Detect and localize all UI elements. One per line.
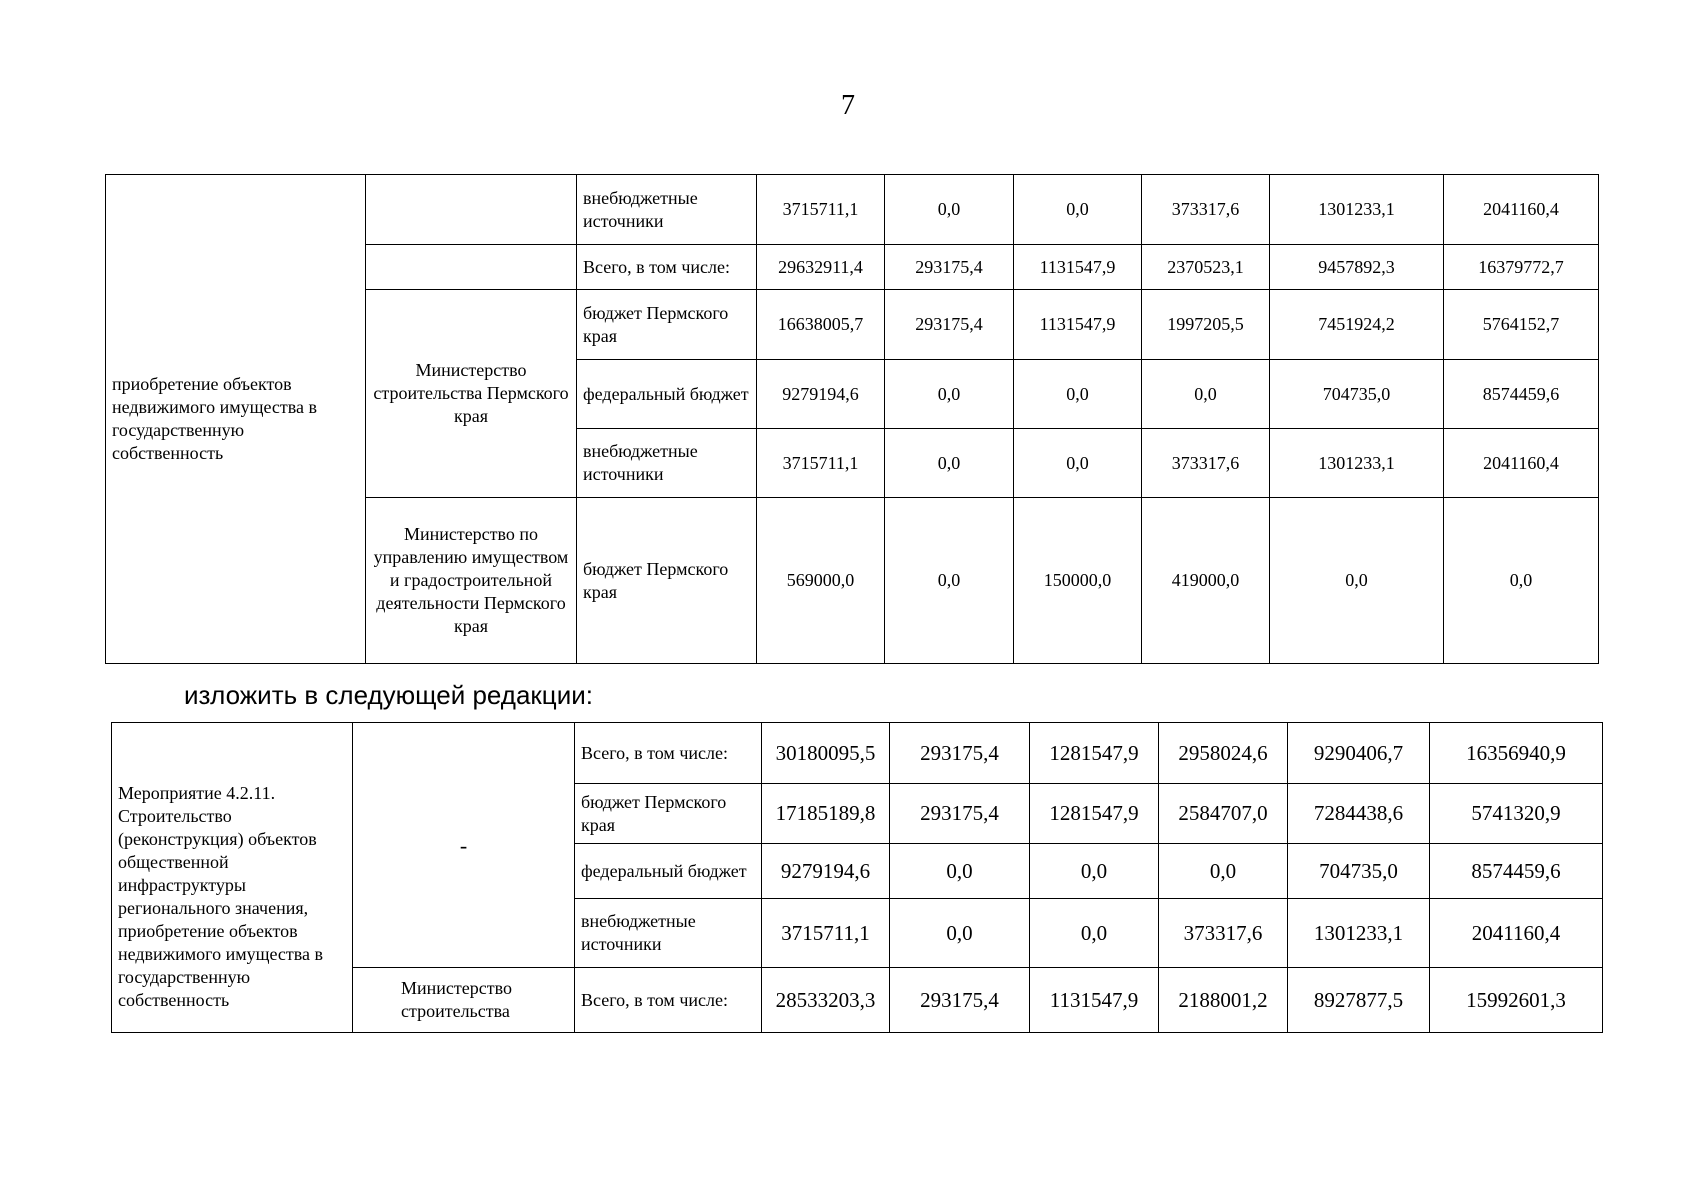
source-cell: Всего, в том числе: [575, 968, 762, 1033]
value-cell: 0,0 [885, 498, 1014, 664]
value-cell: 28533203,3 [762, 968, 890, 1033]
table-row [106, 175, 1599, 245]
value-cell: 9279194,6 [757, 360, 885, 429]
value-cell: 1281547,9 [1030, 723, 1159, 784]
value-cell: 0,0 [1014, 429, 1142, 498]
dash-cell: - [353, 723, 575, 968]
value-cell: 16638005,7 [757, 290, 885, 360]
value-cell: 2041160,4 [1444, 175, 1599, 245]
value-cell: 8927877,5 [1288, 968, 1430, 1033]
value-cell: 419000,0 [1142, 498, 1270, 664]
value-cell: 1301233,1 [1270, 429, 1444, 498]
value-cell: 0,0 [1444, 498, 1599, 664]
value-cell: 0,0 [1142, 360, 1270, 429]
value-cell: 0,0 [885, 360, 1014, 429]
value-cell: 1281547,9 [1030, 784, 1159, 844]
empty-cell [366, 175, 577, 245]
redaction-heading: изложить в следующей редакции: [184, 680, 593, 710]
value-cell: 293175,4 [890, 784, 1030, 844]
value-cell: 1997205,5 [1142, 290, 1270, 360]
source-cell: Всего, в том числе: [577, 245, 757, 290]
value-cell: 5741320,9 [1430, 784, 1603, 844]
value-cell: 704735,0 [1270, 360, 1444, 429]
table-row [112, 723, 1603, 784]
source-cell: бюджет Пермского края [577, 498, 757, 664]
value-cell: 373317,6 [1159, 899, 1288, 968]
value-cell: 1131547,9 [1030, 968, 1159, 1033]
value-cell: 7451924,2 [1270, 290, 1444, 360]
value-cell: 373317,6 [1142, 175, 1270, 245]
value-cell: 2041160,4 [1444, 429, 1599, 498]
value-cell: 373317,6 [1142, 429, 1270, 498]
source-cell: внебюджетные источники [577, 175, 757, 245]
value-cell: 2041160,4 [1430, 899, 1603, 968]
value-cell: 0,0 [1030, 844, 1159, 899]
budget-table-old [105, 174, 1599, 664]
budget-table-new [111, 722, 1603, 1033]
value-cell: 293175,4 [885, 290, 1014, 360]
value-cell: 9457892,3 [1270, 245, 1444, 290]
value-cell: 0,0 [1030, 899, 1159, 968]
empty-cell [366, 245, 577, 290]
ministry-property-cell: Министерство по управлению имуществом и градостроительной деятельности Пермского края [366, 498, 577, 664]
value-cell: 30180095,5 [762, 723, 890, 784]
value-cell: 2188001,2 [1159, 968, 1288, 1033]
value-cell: 293175,4 [890, 968, 1030, 1033]
value-cell: 8574459,6 [1430, 844, 1603, 899]
value-cell: 0,0 [890, 899, 1030, 968]
value-cell: 0,0 [1270, 498, 1444, 664]
value-cell: 1301233,1 [1270, 175, 1444, 245]
value-cell: 9290406,7 [1288, 723, 1430, 784]
value-cell: 17185189,8 [762, 784, 890, 844]
ministry-cell: Министерство строительства [353, 968, 575, 1033]
value-cell: 3715711,1 [757, 175, 885, 245]
value-cell: 150000,0 [1014, 498, 1142, 664]
value-cell: 5764152,7 [1444, 290, 1599, 360]
value-cell: 293175,4 [890, 723, 1030, 784]
value-cell: 0,0 [1014, 175, 1142, 245]
source-cell: федеральный бюджет [577, 360, 757, 429]
page-number: 7 [841, 90, 855, 121]
value-cell: 1131547,9 [1014, 245, 1142, 290]
value-cell: 1301233,1 [1288, 899, 1430, 968]
value-cell: 0,0 [885, 429, 1014, 498]
value-cell: 569000,0 [757, 498, 885, 664]
value-cell: 0,0 [1159, 844, 1288, 899]
value-cell: 29632911,4 [757, 245, 885, 290]
value-cell: 1131547,9 [1014, 290, 1142, 360]
value-cell: 16379772,7 [1444, 245, 1599, 290]
value-cell: 0,0 [890, 844, 1030, 899]
value-cell: 7284438,6 [1288, 784, 1430, 844]
value-cell: 293175,4 [885, 245, 1014, 290]
value-cell: 3715711,1 [757, 429, 885, 498]
value-cell: 0,0 [1014, 360, 1142, 429]
activity-cell: Мероприятие 4.2.11. Строительство (реконструкция) объектов общественной инфраструктуры регионального значения, приобретение объектов недвижимого имущества в государственную собственность [112, 723, 353, 1033]
ministry-construction-cell: Министерство строительства Пермского края [366, 290, 577, 498]
source-cell: внебюджетные источники [577, 429, 757, 498]
source-cell: внебюджетные источники [575, 899, 762, 968]
value-cell: 8574459,6 [1444, 360, 1599, 429]
value-cell: 15992601,3 [1430, 968, 1603, 1033]
source-cell: федеральный бюджет [575, 844, 762, 899]
value-cell: 2958024,6 [1159, 723, 1288, 784]
value-cell: 0,0 [885, 175, 1014, 245]
value-cell: 2370523,1 [1142, 245, 1270, 290]
source-cell: Всего, в том числе: [575, 723, 762, 784]
value-cell: 704735,0 [1288, 844, 1430, 899]
activity-cell: приобретение объектов недвижимого имущества в государственную собственность [106, 175, 366, 664]
value-cell: 9279194,6 [762, 844, 890, 899]
value-cell: 2584707,0 [1159, 784, 1288, 844]
source-cell: бюджет Пермского края [577, 290, 757, 360]
source-cell: бюджет Пермского края [575, 784, 762, 844]
value-cell: 16356940,9 [1430, 723, 1603, 784]
value-cell: 3715711,1 [762, 899, 890, 968]
